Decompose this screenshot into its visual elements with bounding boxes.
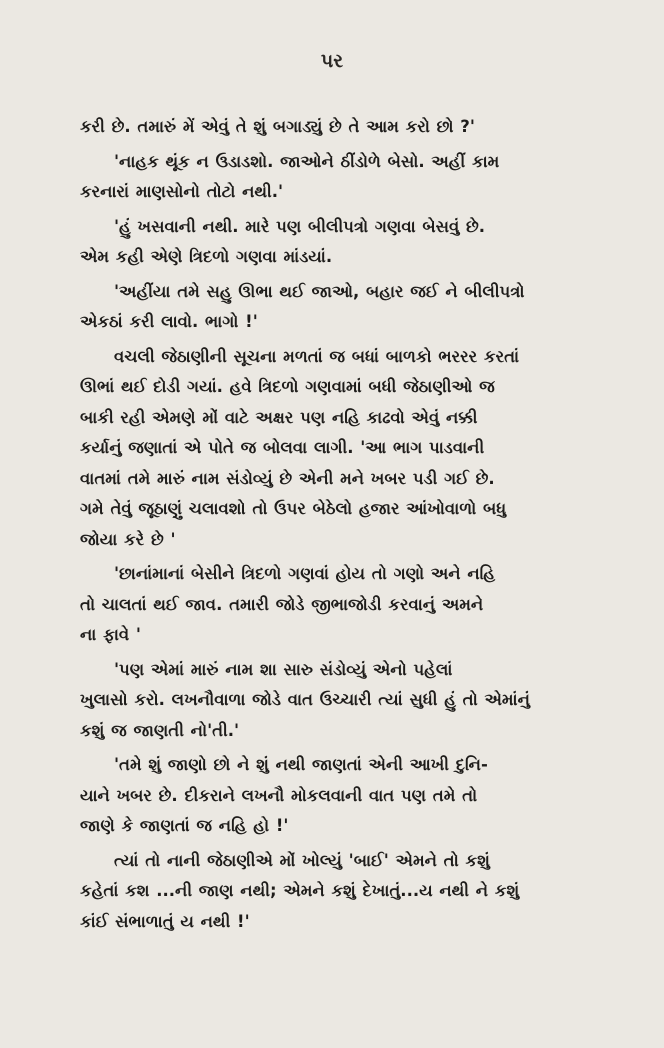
paragraph-8 [80, 750, 640, 842]
page-number: પર [320, 50, 344, 72]
text-line: 'પણ એમાં મારું નામ શા સારુ સંડોવ્યું એનો પહેલાં [114, 659, 453, 679]
paragraph-2 [80, 147, 640, 208]
text-line: કહેતાં કશ ...ની જાણ નથી; એમને કશું દેખાતું...ય નથી ને કશું [80, 881, 520, 900]
text-line: 'તમે શું જાણો છો ને શું નથી જાણતાં એની આખી દુનિ- [114, 755, 488, 774]
text-line: ત્યાં તો નાની જેઠાણીએ મોં ખોલ્યું 'બાઈ' એમને તો કશું [114, 850, 490, 870]
paragraph-7 [80, 655, 640, 747]
text-line: બાકી રહી એમણે મોં વાટે અક્ષર પણ નહિ કાઢવો એવું નક્કી [80, 407, 478, 427]
page-text [80, 112, 640, 941]
text-line: 'હું ખસવાની નથી. મારે પણ બીલીપત્રો ગણવા બેસવું છે. [114, 216, 486, 236]
text-line: કાંઈ સંભાળાતું ય નથી !' [80, 911, 250, 931]
text-line: જાણે કે જાણતાં જ નહિ હો !' [80, 816, 289, 835]
paragraph-4 [80, 277, 640, 338]
text-line: ઊભાં થઈ દોડી ગયાં. હવે ત્રિદળો ગણવામાં બધી જેઠાણીઓ જ [80, 377, 495, 396]
text-line: 'અહીંયા તમે સહુ ઊભા થઈ જાઓ, બહાર જઈ ને બીલીપત્રો [114, 281, 525, 301]
paragraph-9 [80, 846, 640, 938]
paragraph-1 [80, 112, 640, 143]
text-line: કરનારાં માણસોનો તોટો નથી.' [80, 182, 284, 201]
text-line: એમ કહી એણે ત્રિદળો ગણવા માંડયાં. [80, 247, 333, 266]
text-line: વાતમાં તમે મારું નામ સંડોવ્યું છે એની મને ખબર પડી ગઈ છે. [80, 468, 495, 488]
text-line: તો ચાલતાં થઈ જાવ. તમારી જોડે જીભાજોડી કરવાનું અમને [80, 594, 484, 614]
paragraph-6 [80, 559, 640, 651]
paragraph-3 [80, 212, 640, 273]
text-line: વચલી જેઠાણીની સૂચના મળતાં જ બધાં બાળકો ભરરર કરતાં [114, 346, 520, 366]
text-line: એકઠાં કરી લાવો. ભાગો !' [80, 312, 258, 331]
paragraph-5 [80, 342, 640, 556]
text-line: કરી છે. તમારું મેં એવું તે શું બગાડ્યું છે તે આમ કરો છો ?' [80, 117, 475, 136]
text-line: 'છાનાંમાનાં બેસીને ત્રિદળો ગણવાં હોય તો ગણો અને નહિ [114, 564, 496, 583]
text-line: 'નાહક થૂંક ન ઉડાડશો. જાઓને ઠીંડોળે બેસો. અહીં કામ [114, 151, 500, 171]
text-line: યાને ખબર છે. દીકરાને લખનૌ મોકલવાની વાત પણ તમે તો [80, 785, 478, 805]
text-line: કર્યાનું જણાતાં એ પોતે જ બોલવા લાગી. 'આ ભાગ પાડવાની [80, 438, 485, 457]
text-line: ખુલાસો કરો. લખનૌવાળા જોડે વાત ઉચ્ચારી ત્યાં સુધી હું તો એમાંનું [80, 690, 530, 709]
text-line: ના ફાવે ' [80, 625, 141, 644]
text-line: જોયા કરે છે ' [80, 529, 176, 549]
text-line: કશું જ જાણતી નો'તી.' [80, 720, 240, 740]
text-line: ગમે તેવું જૂઠાણું ચલાવશો તો ઉપર બેઠેલો હજાર આંખોવાળો બધુ [80, 499, 507, 518]
